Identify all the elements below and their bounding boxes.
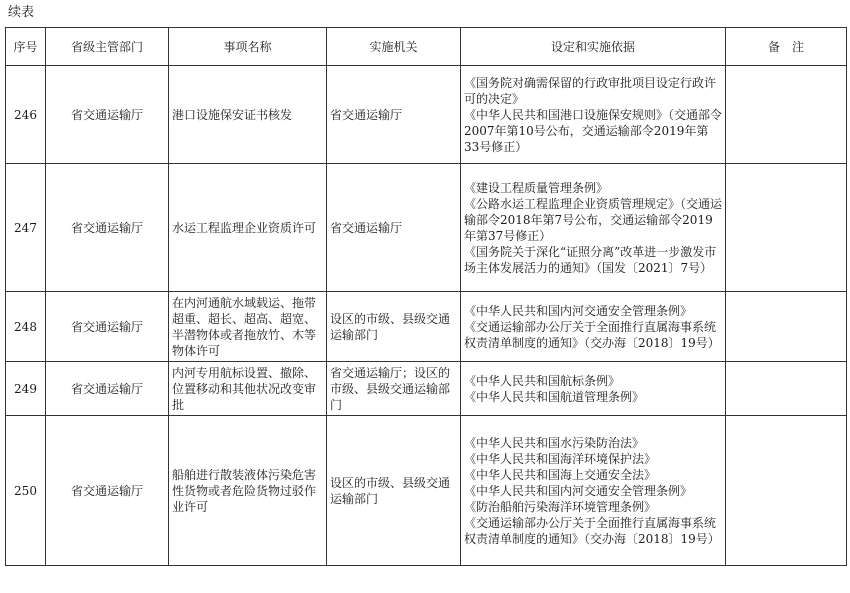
table-row (6, 66, 847, 164)
basis-entry: 《防治船舶污染海洋环境管理条例》 (464, 499, 657, 514)
table-header-row (6, 28, 847, 66)
basis-entry: 《中华人民共和国水污染防治法》 (464, 435, 645, 450)
cell-note (726, 416, 847, 566)
basis-entry: 《国务院对确需保留的行政审批项目设定行政许可的决定》 (464, 75, 717, 106)
basis-entry: 《中华人民共和国港口设施保安规则》（交通部令2007年第10号公布，交通运输部令2019年第33号修正） (464, 107, 723, 154)
table-row (6, 164, 847, 292)
administrative-license-table (5, 27, 847, 566)
basis-entry: 《中华人民共和国航道管理条例》 (464, 389, 645, 404)
header-basis: 设定和实施依据 (461, 28, 726, 66)
cell-agency: 省交通运输厅 (327, 164, 461, 292)
cell-item: 船舶进行散装液体污染危害性货物或者危险货物过驳作业许可 (169, 416, 327, 566)
cell-agency: 省交通运输厅；设区的市级、县级交通运输部门 (327, 362, 461, 416)
basis-entry: 《中华人民共和国航标条例》 (464, 373, 621, 388)
cell-item: 水运工程监理企业资质许可 (169, 164, 327, 292)
table-row (6, 416, 847, 566)
cell-item: 港口设施保安证书核发 (169, 66, 327, 164)
cell-basis (461, 292, 726, 362)
header-agency: 实施机关 (327, 28, 461, 66)
cell-no: 250 (6, 416, 46, 566)
header-no: 序号 (6, 28, 46, 66)
cell-dept: 省交通运输厅 (46, 164, 169, 292)
cell-basis (461, 416, 726, 566)
cell-note (726, 164, 847, 292)
cell-agency: 省交通运输厅 (327, 66, 461, 164)
header-note: 备 注 (726, 28, 847, 66)
cell-item: 在内河通航水域载运、拖带超重、超长、超高、超宽、半潜物体或者拖放竹、木等物体许可 (169, 292, 327, 362)
basis-entry: 《建设工程质量管理条例》 (464, 180, 609, 195)
cell-note (726, 292, 847, 362)
basis-entry: 《中华人民共和国内河交通安全管理条例》 (464, 303, 693, 318)
header-item: 事项名称 (169, 28, 327, 66)
cell-basis (461, 362, 726, 416)
cell-dept: 省交通运输厅 (46, 292, 169, 362)
cell-no: 246 (6, 66, 46, 164)
table-row (6, 362, 847, 416)
cell-dept: 省交通运输厅 (46, 66, 169, 164)
cell-basis (461, 164, 726, 292)
table-caption: 续表 (8, 5, 35, 20)
cell-dept: 省交通运输厅 (46, 416, 169, 566)
basis-entry: 《中华人民共和国内河交通安全管理条例》 (464, 483, 693, 498)
cell-no: 248 (6, 292, 46, 362)
cell-note (726, 362, 847, 416)
cell-agency: 设区的市级、县级交通运输部门 (327, 292, 461, 362)
cell-basis (461, 66, 726, 164)
header-dept: 省级主管部门 (46, 28, 169, 66)
cell-agency: 设区的市级、县级交通运输部门 (327, 416, 461, 566)
basis-entry: 《中华人民共和国海上交通安全法》 (464, 467, 657, 482)
basis-entry: 《交通运输部办公厅关于全面推行直属海事系统权责清单制度的通知》（交办海〔2018〕19号） (464, 319, 720, 350)
cell-note (726, 66, 847, 164)
table-row (6, 292, 847, 362)
cell-dept: 省交通运输厅 (46, 362, 169, 416)
basis-entry: 《中华人民共和国海洋环境保护法》 (464, 451, 657, 466)
cell-item: 内河专用航标设置、撤除、位置移动和其他状况改变审批 (169, 362, 327, 416)
basis-entry: 《国务院关于深化“证照分离”改革进一步激发市场主体发展活力的通知》（国发〔2021〕7号） (464, 244, 717, 275)
cell-no: 247 (6, 164, 46, 292)
cell-no: 249 (6, 362, 46, 416)
basis-entry: 《交通运输部办公厅关于全面推行直属海事系统权责清单制度的通知》（交办海〔2018〕19号） (464, 515, 720, 546)
basis-entry: 《公路水运工程监理企业资质管理规定》（交通运输部令2018年第7号公布，交通运输部令2019年第37号修正） (464, 196, 723, 243)
